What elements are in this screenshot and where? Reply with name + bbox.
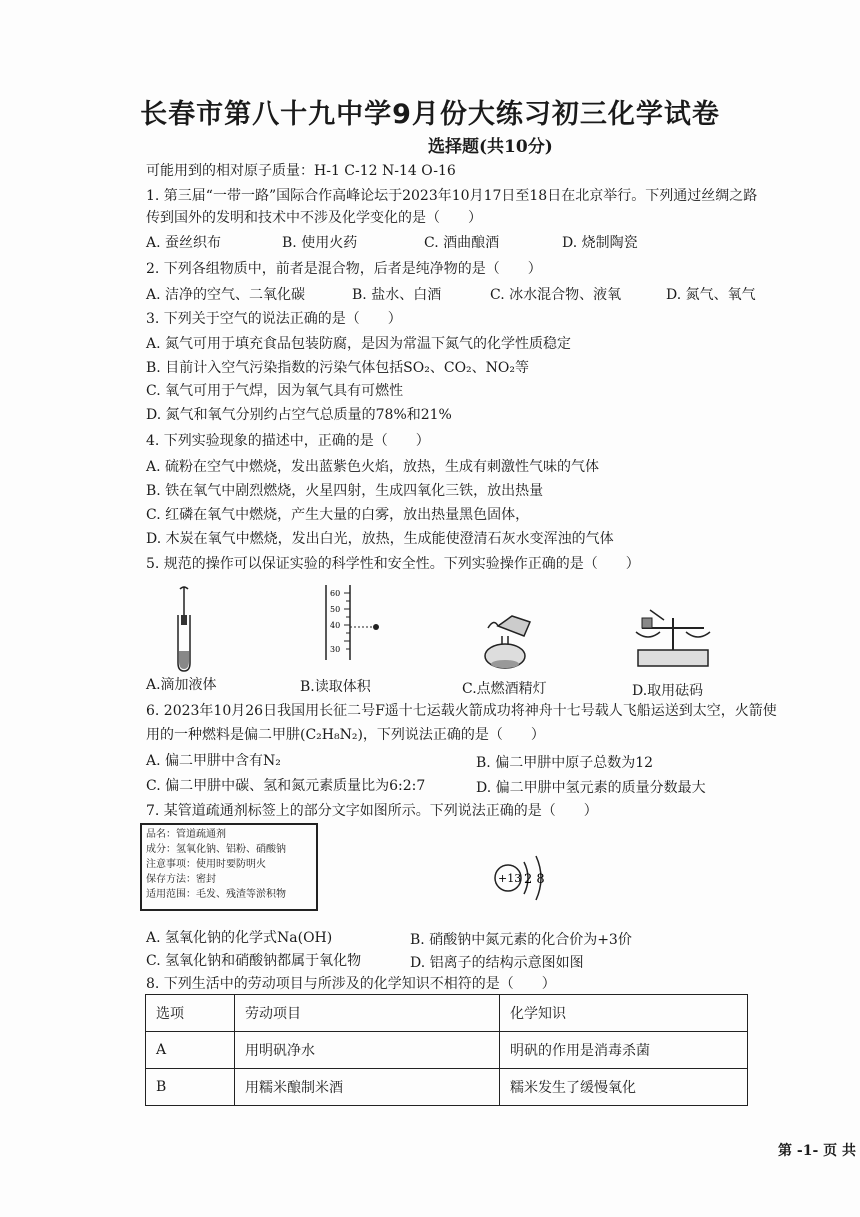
section-heading: 选择题(共10分) [428,137,553,157]
page-number: 第 -1- 页 共 [778,1143,856,1159]
q6-option-d: D. 偏二甲肼中氢元素的质量分数最大 [476,780,706,796]
cell-knowledge: 糯米发生了缓慢氧化 [500,1069,748,1106]
q8-table [145,994,748,1106]
q4-option-d: D. 木炭在氧气中燃烧，发出白光，放热，生成能使澄清石灰水变浑浊的气体 [146,531,614,547]
q1-line2: 传到国外的发明和技术中不涉及化学变化的是（ ） [146,210,482,226]
product-label [140,823,318,911]
cell-option: B [146,1069,235,1106]
q2-option-b: B. 盐水、白酒 [352,287,442,303]
q1-option-a: A. 蚕丝织布 [146,235,222,251]
q2-option-c: C. 冰水混合物、液氧 [490,287,622,303]
q1-line1: 1. 第三届“一带一路”国际合作高峰论坛于2023年10月17日至18日在北京举行。下列通过丝绸之路 [146,188,758,204]
label-line: 品名：管道疏通剂 [146,829,226,840]
q6-line1: 6. 2023年10月26日我国用长征二号F遥十七运载火箭成功将神舟十七号载人飞船运送到太空，火箭使 [146,703,777,719]
cell-knowledge: 明矾的作用是消毒杀菌 [500,1032,748,1069]
q3-stem: 3. 下列关于空气的说法正确的是（ ） [146,311,402,327]
table-header-row [146,995,748,1032]
q2-stem: 2. 下列各组物质中，前者是混合物，后者是纯净物的是（ ） [146,261,542,277]
scale-50: 50 [330,605,341,614]
ion-structure-diagram [492,848,562,908]
q4-stem: 4. 下列实验现象的描述中，正确的是（ ） [146,433,430,449]
q3-option-d: D. 氮气和氧气分别约占空气总质量的78%和21% [146,407,452,423]
q6-option-b: B. 偏二甲肼中原子总数为12 [476,755,654,771]
table-row [146,1069,748,1106]
cell-option: A [146,1032,235,1069]
q1-option-b: B. 使用火药 [282,235,358,251]
q1-option-c: C. 酒曲酿酒 [424,235,500,251]
q5-caption-a: A.滴加液体 [146,677,217,693]
atomic-masses: 可能用到的相对原子质量：H-1 C-12 N-14 O-16 [146,163,456,179]
q6-option-a: A. 偏二甲肼中含有N₂ [146,753,281,769]
alcohol-lamp-figure [478,608,538,673]
header-knowledge: 化学知识 [500,995,748,1032]
scale-60: 60 [330,589,341,598]
q6-line2: 用的一种燃料是偏二甲肼(C₂H₈N₂)，下列说法正确的是（ ） [146,727,545,743]
cell-task: 用明矾净水 [235,1032,500,1069]
q7-option-b: B. 硝酸钠中氮元素的化合价为+3价 [410,932,632,948]
q1-option-d: D. 烧制陶瓷 [562,235,638,251]
ion-nucleus-label: +13 [498,872,522,885]
test-tube-dropper-figure [168,585,208,675]
exam-title: 长春市第八十九中学9月份大练习初三化学试卷 [140,99,720,130]
q6-option-c: C. 偏二甲肼中碳、氢和氮元素质量比为6:2:7 [146,778,426,794]
q4-option-b: B. 铁在氧气中剧烈燃烧，火星四射，生成四氧化三铁，放出热量 [146,483,544,499]
q8-stem: 8. 下列生活中的劳动项目与所涉及的化学知识不相符的是（ ） [146,976,556,992]
q2-option-a: A. 洁净的空气、二氧化碳 [146,287,306,303]
label-line: 保存方法：密封 [146,874,216,885]
cell-task: 用糯米酿制米酒 [235,1069,500,1106]
ion-shells-label: 2 8 [524,872,545,887]
label-line: 注意事项：使用时要防明火 [146,859,266,870]
q7-stem: 7. 某管道疏通剂标签上的部分文字如图所示。下列说法正确的是（ ） [146,803,598,819]
header-task: 劳动项目 [235,995,500,1032]
q7-option-c: C. 氢氧化钠和硝酸钠都属于氧化物 [146,953,362,969]
graduated-cylinder-figure [318,585,388,660]
q7-option-a: A. 氢氧化钠的化学式Na(OH) [146,930,333,946]
label-line: 适用范围：毛发、残渣等淤积物 [146,889,286,900]
scale-30: 30 [330,645,341,654]
q5-caption-c: C.点燃酒精灯 [462,681,547,697]
q5-caption-b: B.读取体积 [300,679,371,695]
q2-option-d: D. 氮气、氧气 [666,287,756,303]
q5-caption-d: D.取用砝码 [632,683,704,699]
q4-option-a: A. 硫粉在空气中燃烧，发出蓝紫色火焰，放热，生成有刺激性气味的气体 [146,459,600,475]
table-row [146,1032,748,1069]
q4-option-c: C. 红磷在氧气中燃烧，产生大量的白雾，放出热量黑色固体， [146,507,530,523]
q3-option-a: A. 氮气可用于填充食品包装防腐，是因为常温下氮气的化学性质稳定 [146,336,572,352]
q3-option-b: B. 目前计入空气污染指数的污染气体包括SO₂、CO₂、NO₂等 [146,360,530,376]
q7-option-d: D. 铝离子的结构示意图如图 [410,955,584,971]
balance-figure [628,606,718,671]
q5-stem: 5. 规范的操作可以保证实验的科学性和安全性。下列实验操作正确的是（ ） [146,556,640,572]
q3-option-c: C. 氧气可用于气焊，因为氧气具有可燃性 [146,383,404,399]
label-line: 成分：氢氧化钠、铝粉、硝酸钠 [146,844,286,855]
scale-40: 40 [330,621,341,630]
header-option: 选项 [146,995,235,1032]
